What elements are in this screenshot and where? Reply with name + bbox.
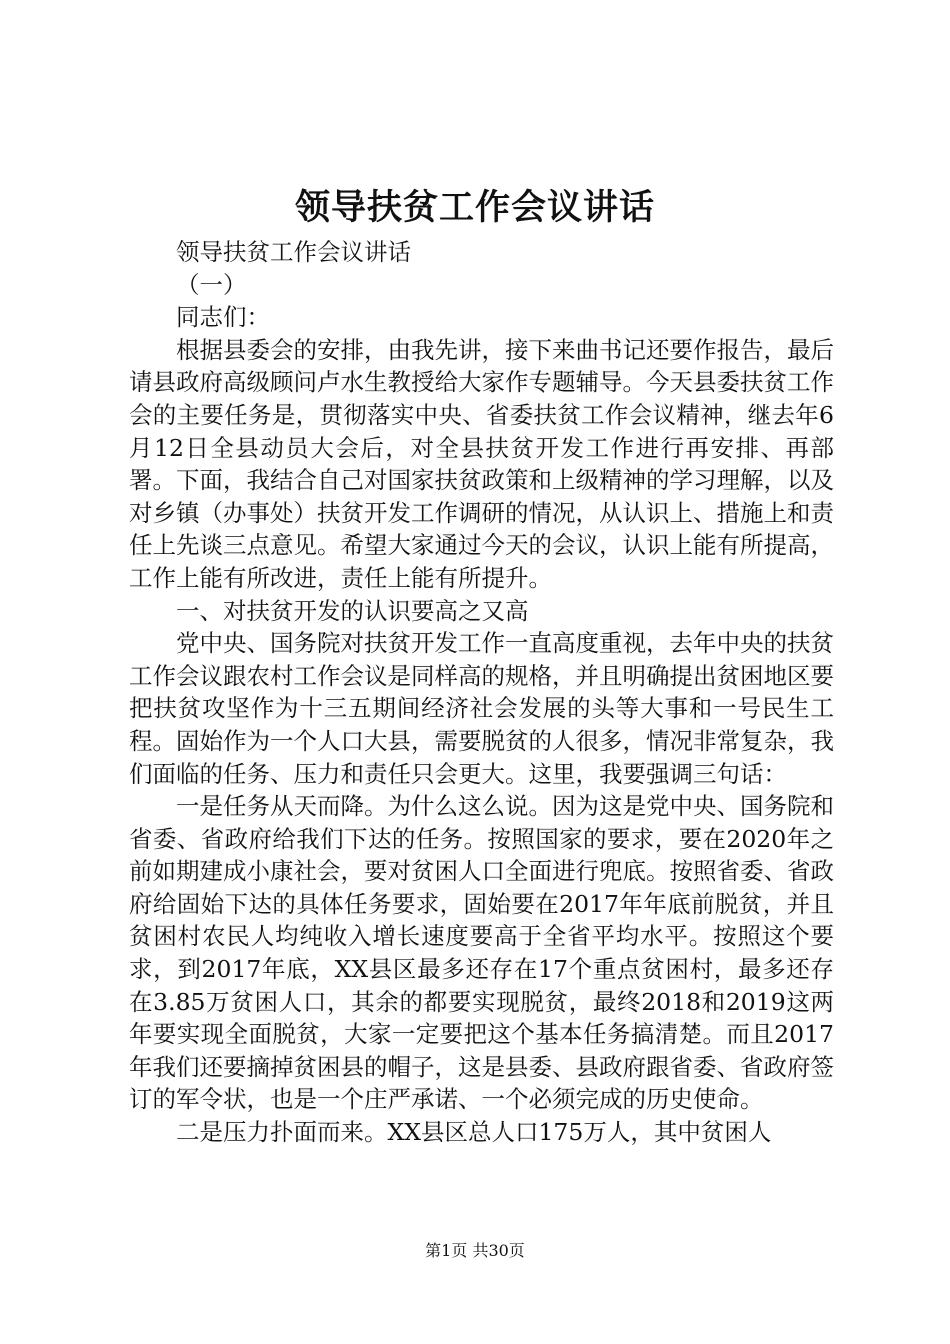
document-title: 领导扶贫工作会议讲话 (294, 187, 655, 228)
document-body (129, 236, 834, 1149)
body-paragraph: 党中央、国务院对扶贫开发工作一直高度重视，去年中央的扶贫工作会议跟农村工作会议是同样高的规格，并且明确提出贫困地区要把扶贫攻坚作为十三五期间经济社会发展的头等大事和一号民生工程。固始作为一个人口大县，需要脱贫的人很多，情况非常复杂，我们面临的任务、压力和责任只会更大。这里，我要强调三句话： (129, 629, 834, 788)
subtitle-paragraph: 领导扶贫工作会议讲话 (176, 238, 411, 266)
section-number-paragraph: （一） (176, 270, 247, 299)
body-paragraph: 二是压力扑面而来。XX县区总人口175万人，其中贫困人 (176, 1118, 772, 1147)
body-paragraph: 一是任务从天而降。为什么这么说。因为这是党中央、国务院和省委、省政府给我们下达的任务。按照国家的要求，要在2020年之前如期建成小康社会，要对贫困人口全面进行兜底。按照省委、省政府给固始下达的具体任务要求，固始要在2017年年底前脱贫，并且贫困村农民人均纯收入增长速度要高于全省平均水平。按照这个要求，到2017年底，XX县区最多还存在17个重点贫困村，最多还存在3.85万贫困人口，其余的都要实现脱贫，最终2018和2019这两年要实现全面脱贫，大家一定要把这个基本任务搞清楚。而且2017年我们还要摘掉贫困县的帽子，这是县委、县政府跟省委、省政府签订的军令状，也是一个庄严承诺、一个必须完成的历史使命。 (129, 792, 834, 1114)
page-footer: 第1页 共30页 (425, 1241, 525, 1260)
salutation-paragraph: 同志们： (176, 303, 270, 332)
section-heading: 一、对扶贫开发的认识要高之又高 (176, 596, 529, 625)
body-paragraph: 根据县委会的安排，由我先讲，接下来曲书记还要作报告，最后请县政府高级顾问卢水生教授给大家作专题辅导。今天县委扶贫工作会的主要任务是，贯彻落实中央、省委扶贫工作会议精神，继去年6月12日全县动员大会后，对全县扶贫开发工作进行再安排、再部署。下面，我结合自己对国家扶贫政策和上级精神的学习理解，以及对乡镇（办事处）扶贫开发工作调研的情况，从认识上、措施上和责任上先谈三点意见。希望大家通过今天的会议，认识上能有所提高，工作上能有所改进，责任上能有所提升。 (129, 335, 834, 592)
